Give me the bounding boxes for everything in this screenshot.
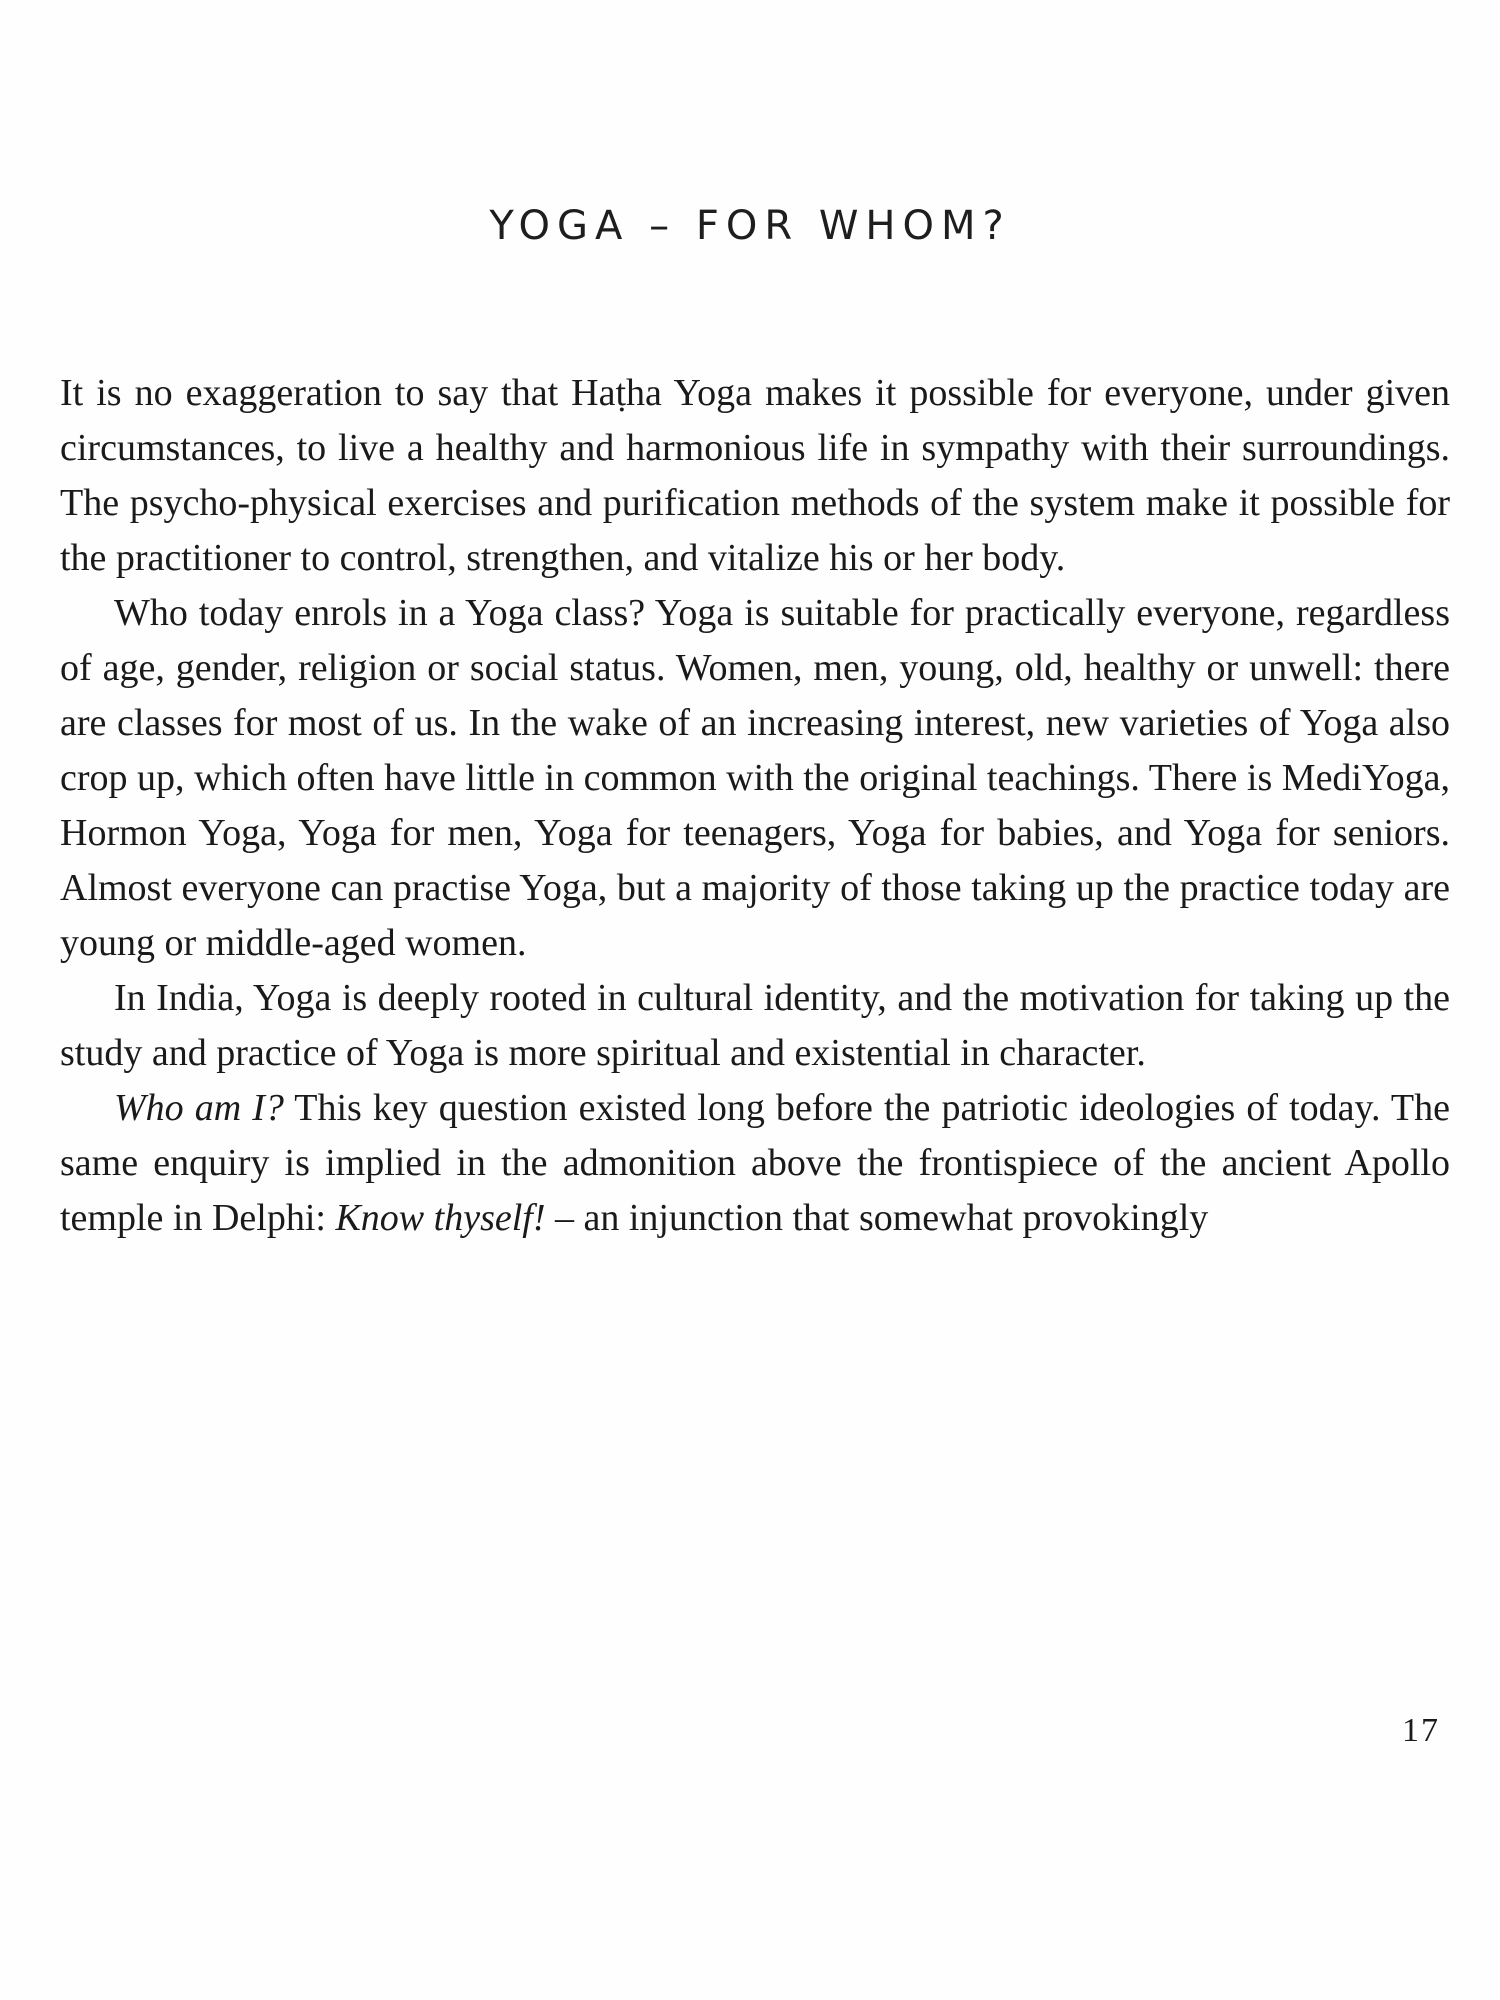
paragraph-1-text: It is no exaggeration to say that Haṭha Yoga makes it possible for everyone, under given circumstances, to live a healthy and harmonious life in sympathy with their surroundings. The psycho-physical exercises and purification methods of the system make it possible for the practitioner to control, strengthen, and vitalize his or her body.: [60, 372, 1450, 579]
paragraph-4-text-b: – an injunction that somewhat provokingly: [545, 1197, 1209, 1239]
body-text: [60, 366, 1450, 1246]
chapter-title: YOGA – FOR WHOM?: [489, 203, 1011, 249]
paragraph-4-italic-question: Who am I?: [114, 1087, 284, 1129]
paragraph-2: [60, 586, 1450, 971]
paragraph-4: [60, 1081, 1450, 1246]
paragraph-2-text: Who today enrols in a Yoga class? Yoga is suitable for practically everyone, regardless of age, gender, religion or social status. Women, men, young, old, healthy or unwell: there are classes for most of us. In the wake of an increasing interest, new varieties of Yoga also crop up, which often have little in common with the original teachings. There is MediYoga, Hormon Yoga, Yoga for men, Yoga for teenagers, Yoga for babies, and Yoga for seniors. Almost everyone can practise Yoga, but a majority of those taking up the practice today are young or middle-aged women.: [60, 592, 1450, 964]
paragraph-1: [60, 366, 1450, 586]
paragraph-3: [60, 971, 1450, 1081]
paragraph-4-italic-injunction: Know thyself!: [335, 1197, 546, 1239]
paragraph-4-text-a: This key question existed long before the patriotic ideologies of today. The same enquiry is implied in the admonition above the frontispiece of the ancient Apollo temple in Delphi:: [60, 1087, 1450, 1239]
page-number: 17: [1402, 1712, 1440, 1749]
paragraph-3-text: In India, Yoga is deeply rooted in cultural identity, and the motivation for taking up the study and practice of Yoga is more spiritual and existential in character.: [60, 977, 1450, 1074]
